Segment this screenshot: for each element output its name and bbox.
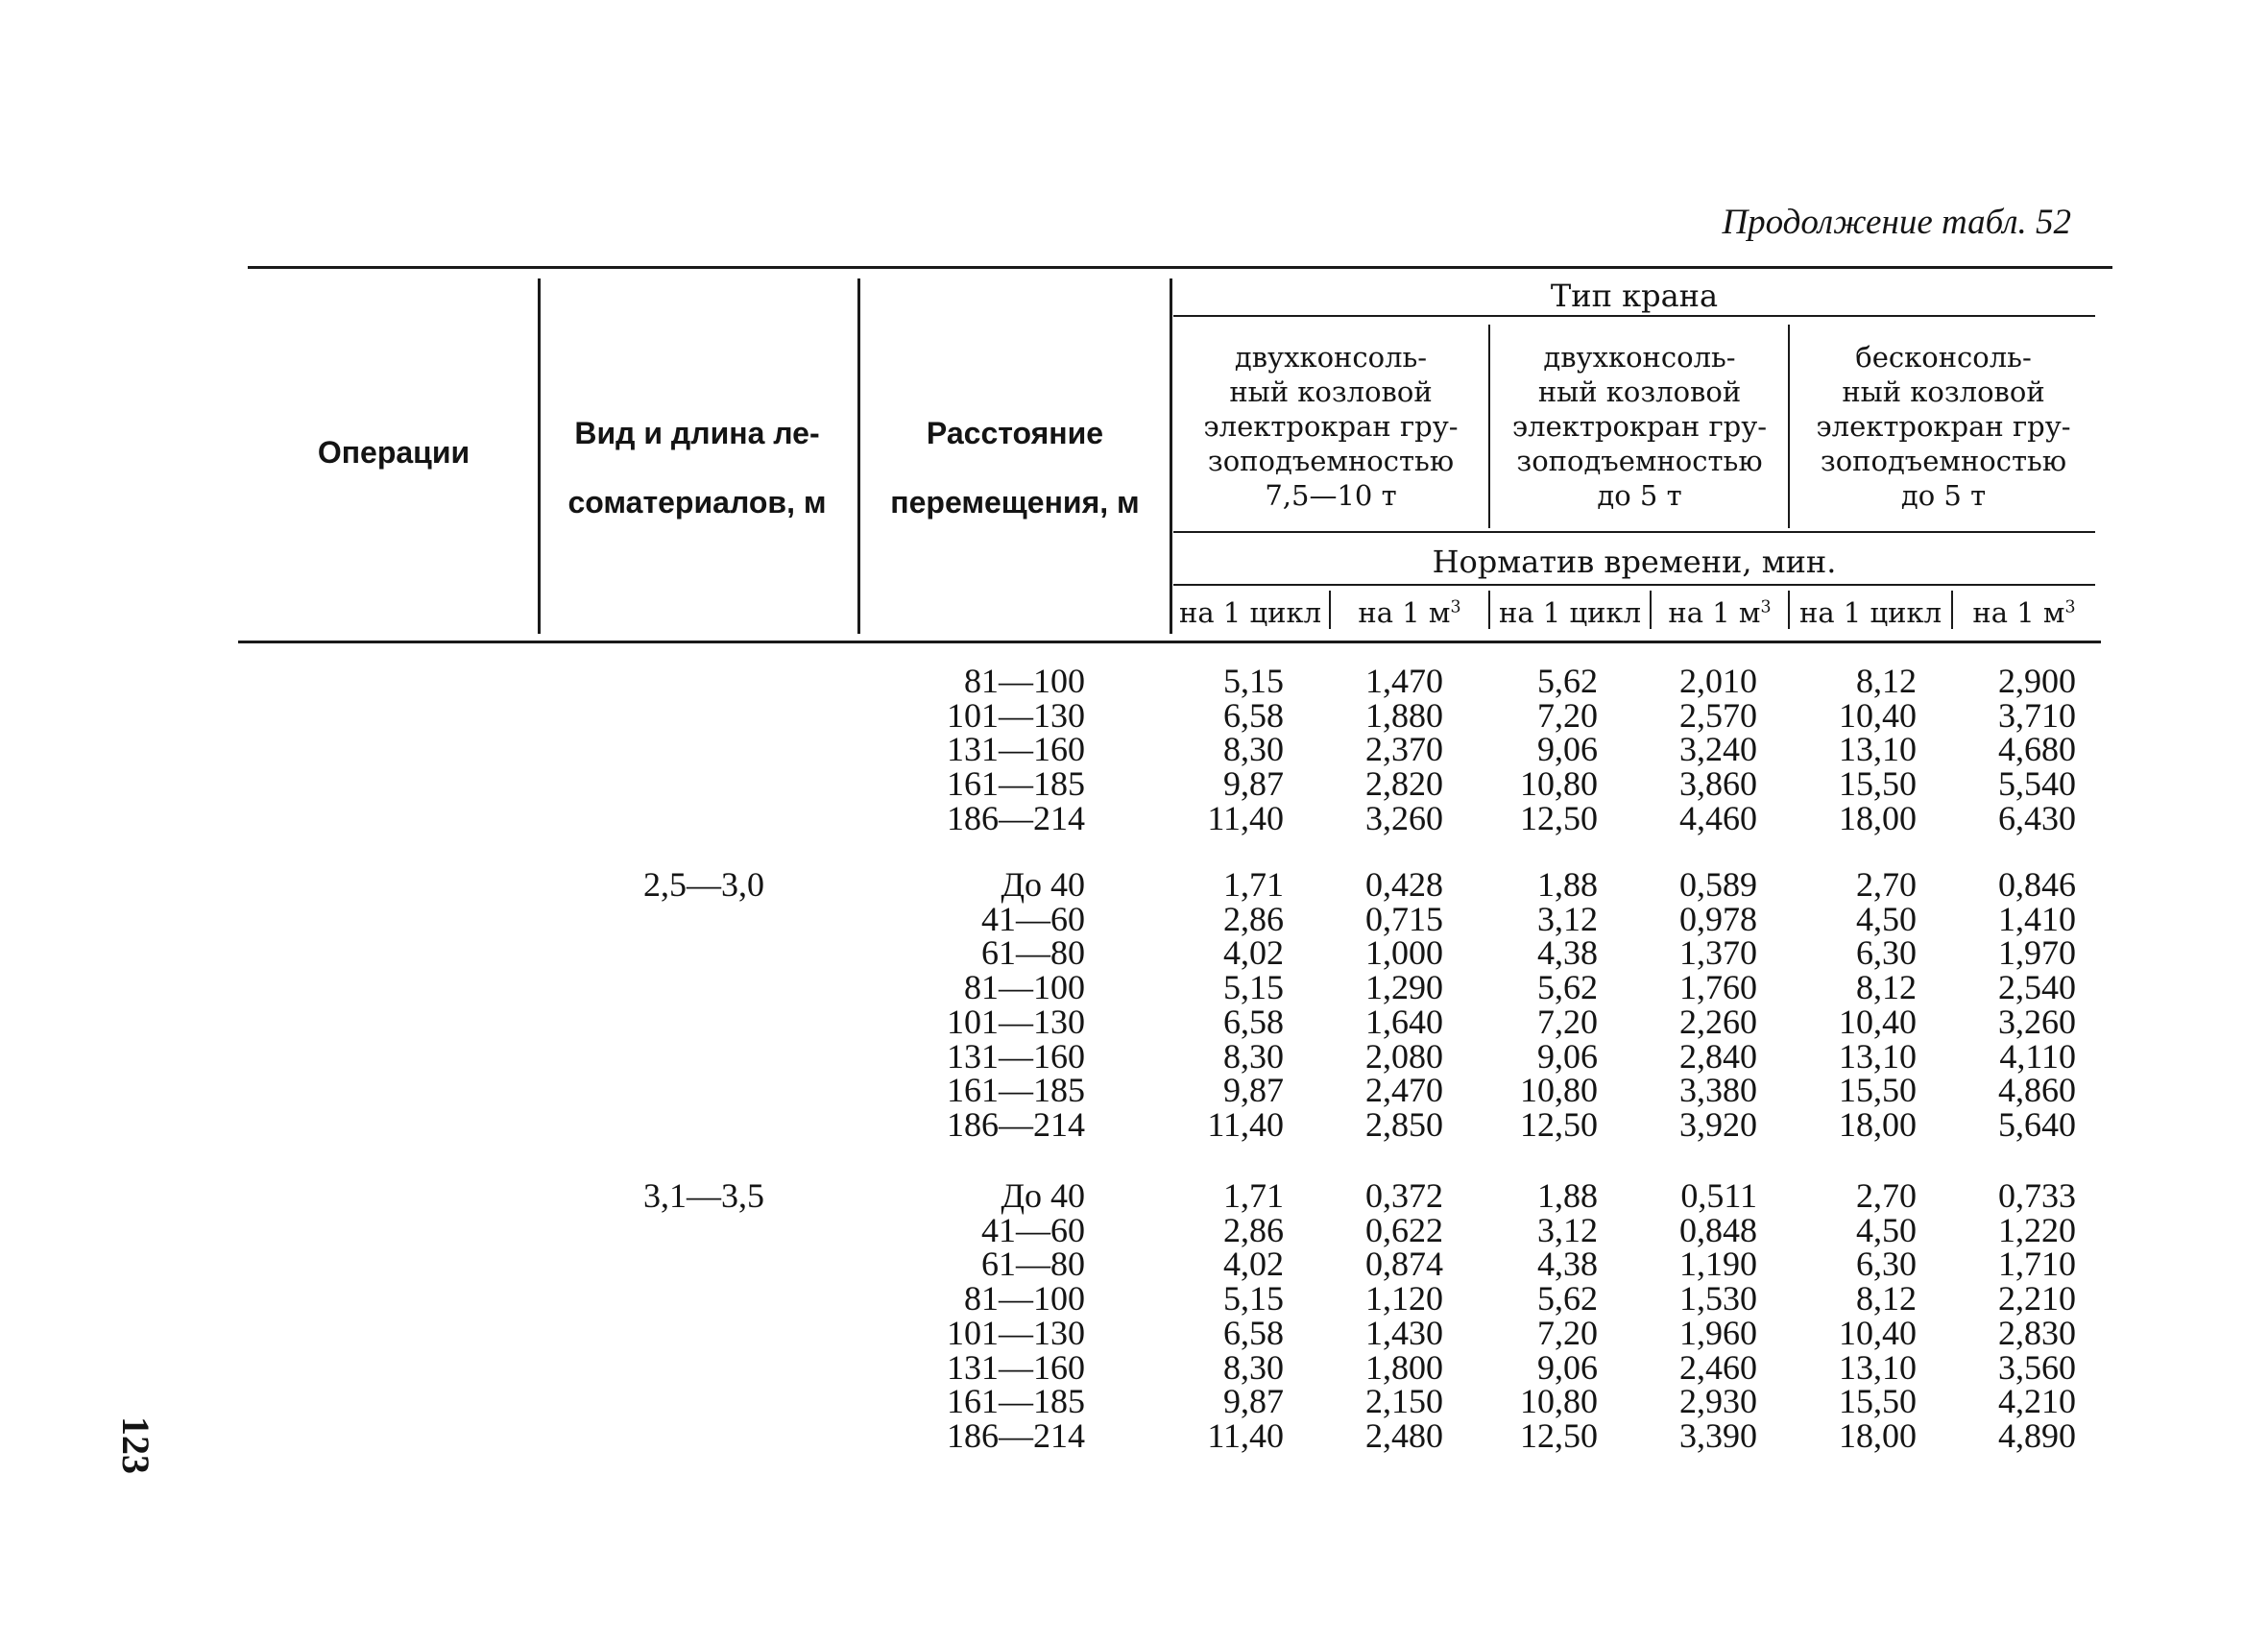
value-cell: 18,00 bbox=[1839, 1104, 1917, 1144]
distance-cell: 131—160 bbox=[947, 1036, 1085, 1076]
header-kind-length-line1: Вид и длина ле- bbox=[574, 416, 820, 450]
value-cell: 2,150 bbox=[1365, 1382, 1443, 1421]
value-cell: 0,733 bbox=[1998, 1176, 2076, 1215]
value-cell: 18,00 bbox=[1839, 1415, 1917, 1455]
value-cell: 3,12 bbox=[1537, 1210, 1598, 1249]
value-cell: 5,540 bbox=[1998, 764, 2076, 804]
value-cell: 3,260 bbox=[1998, 1002, 2076, 1041]
value-cell: 1,530 bbox=[1679, 1279, 1757, 1318]
value-cell: 8,30 bbox=[1223, 1347, 1284, 1387]
distance-cell: 131—160 bbox=[947, 730, 1085, 769]
crane-divider-2 bbox=[1788, 325, 1790, 528]
value-cell: 1,220 bbox=[1998, 1210, 2076, 1249]
distance-cell: 186—214 bbox=[947, 1415, 1085, 1455]
value-cell: 0,874 bbox=[1365, 1245, 1443, 1284]
value-cell: 2,850 bbox=[1365, 1104, 1443, 1144]
value-cell: 3,390 bbox=[1679, 1415, 1757, 1455]
distance-cell: 81—100 bbox=[964, 662, 1085, 700]
crane-3-line: электрокран гру- bbox=[1816, 410, 2071, 443]
value-cell: 1,430 bbox=[1365, 1313, 1443, 1352]
value-cell: 12,50 bbox=[1520, 1104, 1598, 1144]
value-cell: 2,840 bbox=[1679, 1036, 1757, 1076]
value-cell: 9,06 bbox=[1537, 1347, 1598, 1387]
value-cell: 6,30 bbox=[1856, 933, 1917, 973]
crane-3-line: до 5 т bbox=[1900, 479, 1987, 512]
unit-cycle-2: на 1 цикл bbox=[1498, 596, 1642, 629]
distance-cell: 81—100 bbox=[964, 968, 1085, 1007]
value-cell: 1,71 bbox=[1223, 1176, 1284, 1215]
distance-cell: 186—214 bbox=[947, 1104, 1085, 1144]
value-cell: 2,470 bbox=[1365, 1071, 1443, 1110]
value-cell: 0,511 bbox=[1680, 1176, 1757, 1215]
value-cell: 4,50 bbox=[1856, 899, 1917, 938]
value-cell: 1,410 bbox=[1998, 899, 2076, 938]
crane-names-rule bbox=[1173, 531, 2095, 533]
value-cell: 8,12 bbox=[1856, 968, 1917, 1007]
value-cell: 6,30 bbox=[1856, 1245, 1917, 1284]
distance-cell: 41—60 bbox=[981, 899, 1085, 938]
value-cell: 9,87 bbox=[1223, 1382, 1284, 1421]
distance-cell: 186—214 bbox=[947, 798, 1085, 837]
crane-3-line: ный козловой bbox=[1842, 375, 2045, 408]
value-cell: 2,900 bbox=[1998, 662, 2076, 700]
value-cell: 8,12 bbox=[1856, 662, 1917, 700]
crane-3-line: бесконсоль- bbox=[1855, 341, 2032, 374]
value-cell: 1,370 bbox=[1679, 933, 1757, 973]
distance-cell: 161—185 bbox=[947, 1382, 1085, 1421]
value-cell: 3,12 bbox=[1537, 899, 1598, 938]
distance-cell: 101—130 bbox=[947, 695, 1085, 735]
value-cell: 0,372 bbox=[1365, 1176, 1443, 1215]
distance-cell: 41—60 bbox=[981, 1210, 1085, 1249]
value-cell: 5,640 bbox=[1998, 1104, 2076, 1144]
value-cell: 1,800 bbox=[1365, 1347, 1443, 1387]
value-cell: 13,10 bbox=[1839, 730, 1917, 769]
value-cell: 0,622 bbox=[1365, 1210, 1443, 1249]
value-cell: 10,40 bbox=[1839, 1313, 1917, 1352]
value-cell: 3,860 bbox=[1679, 764, 1757, 804]
unit-m3-label: на 1 м bbox=[1972, 596, 2065, 629]
distance-cell: 81—100 bbox=[964, 1279, 1085, 1318]
value-cell: 7,20 bbox=[1537, 1313, 1598, 1352]
crane-1-line: зоподъемностью bbox=[1207, 445, 1455, 477]
unit-m3-sup: 3 bbox=[2064, 597, 2076, 617]
value-cell: 4,890 bbox=[1998, 1415, 2076, 1455]
value-cell: 1,71 bbox=[1223, 865, 1284, 904]
value-cell: 13,10 bbox=[1839, 1036, 1917, 1076]
value-cell: 7,20 bbox=[1537, 695, 1598, 735]
header-operations: Операции bbox=[317, 435, 470, 470]
value-cell: 4,110 bbox=[1999, 1036, 2076, 1076]
crane-divider-1 bbox=[1488, 325, 1490, 528]
unit-m3-2 bbox=[1652, 595, 1788, 630]
unit-m3-sup: 3 bbox=[1450, 597, 1461, 617]
crane-2-line: электрокран гру- bbox=[1511, 410, 1768, 443]
crane-3-line: зоподъемностью bbox=[1820, 445, 2067, 477]
value-cell: 6,430 bbox=[1998, 798, 2076, 837]
value-cell: 2,460 bbox=[1679, 1347, 1757, 1387]
value-cell: 5,62 bbox=[1537, 1279, 1598, 1318]
value-cell: 3,560 bbox=[1998, 1347, 2076, 1387]
value-cell: 18,00 bbox=[1839, 798, 1917, 837]
value-cell: 5,62 bbox=[1537, 662, 1598, 700]
value-cell: 2,260 bbox=[1679, 1002, 1757, 1041]
value-cell: 3,710 bbox=[1998, 695, 2076, 735]
value-cell: 15,50 bbox=[1839, 1071, 1917, 1110]
crane-1-line: ный козловой bbox=[1229, 375, 1433, 408]
header-crane-type: Тип крана bbox=[1550, 278, 1719, 314]
header-norm: Норматив времени, мин. bbox=[1432, 544, 1837, 580]
value-cell: 2,820 bbox=[1365, 764, 1443, 804]
value-cell: 13,10 bbox=[1839, 1347, 1917, 1387]
unit-m3-label: на 1 м bbox=[1358, 596, 1451, 629]
distance-cell: До 40 bbox=[1001, 1176, 1085, 1215]
crane-1-line: 7,5—10 т bbox=[1265, 479, 1397, 512]
value-cell: 12,50 bbox=[1520, 798, 1598, 837]
header-bottom-rule bbox=[238, 641, 2101, 643]
value-cell: 1,960 bbox=[1679, 1313, 1757, 1352]
value-cell: 0,428 bbox=[1365, 865, 1443, 904]
table-caption: Продолжение табл. 52 bbox=[1722, 203, 2071, 242]
unit-cycle-3: на 1 цикл bbox=[1798, 596, 1942, 629]
value-cell: 3,240 bbox=[1679, 730, 1757, 769]
crane-2-line: ный козловой bbox=[1537, 375, 1742, 408]
value-cell: 0,848 bbox=[1679, 1210, 1757, 1249]
value-cell: 8,30 bbox=[1223, 1036, 1284, 1076]
value-cell: 3,260 bbox=[1365, 798, 1443, 837]
value-cell: 1,970 bbox=[1998, 933, 2076, 973]
value-cell: 4,38 bbox=[1537, 1245, 1598, 1284]
value-cell: 2,540 bbox=[1998, 968, 2076, 1007]
page-number: 123 bbox=[114, 1416, 157, 1474]
value-cell: 5,15 bbox=[1223, 968, 1284, 1007]
kind-length-cell: 2,5—3,0 bbox=[643, 865, 764, 904]
header-kind-length bbox=[543, 399, 851, 537]
value-cell: 0,589 bbox=[1679, 865, 1757, 904]
unit-m3-1 bbox=[1331, 595, 1488, 630]
value-cell: 11,40 bbox=[1207, 1104, 1284, 1144]
value-cell: 15,50 bbox=[1839, 1382, 1917, 1421]
value-cell: 9,87 bbox=[1223, 764, 1284, 804]
value-cell: 1,880 bbox=[1365, 695, 1443, 735]
value-cell: 4,860 bbox=[1998, 1071, 2076, 1110]
crane-2-line: зоподъемностью bbox=[1516, 445, 1763, 477]
value-cell: 9,87 bbox=[1223, 1071, 1284, 1110]
table-top-rule bbox=[248, 266, 2112, 269]
header-distance bbox=[862, 399, 1168, 537]
distance-cell: 131—160 bbox=[947, 1347, 1085, 1387]
header-distance-line2: перемещения, м bbox=[890, 485, 1140, 520]
value-cell: 1,640 bbox=[1365, 1002, 1443, 1041]
value-cell: 2,080 bbox=[1365, 1036, 1443, 1076]
value-cell: 12,50 bbox=[1520, 1415, 1598, 1455]
value-cell: 6,58 bbox=[1223, 695, 1284, 735]
value-cell: 4,02 bbox=[1223, 1245, 1284, 1284]
distance-cell: 101—130 bbox=[947, 1313, 1085, 1352]
value-cell: 4,02 bbox=[1223, 933, 1284, 973]
crane-1-line: электрокран гру- bbox=[1203, 410, 1459, 443]
value-cell: 15,50 bbox=[1839, 764, 1917, 804]
value-cell: 1,470 bbox=[1365, 662, 1443, 700]
value-cell: 2,86 bbox=[1223, 899, 1284, 938]
value-cell: 2,010 bbox=[1679, 662, 1757, 700]
value-cell: 10,40 bbox=[1839, 1002, 1917, 1041]
value-cell: 4,210 bbox=[1998, 1382, 2076, 1421]
distance-cell: 101—130 bbox=[947, 1002, 1085, 1041]
value-cell: 4,38 bbox=[1537, 933, 1598, 973]
value-cell: 1,710 bbox=[1998, 1245, 2076, 1284]
value-cell: 1,190 bbox=[1679, 1245, 1757, 1284]
value-cell: 10,40 bbox=[1839, 695, 1917, 735]
value-cell: 4,680 bbox=[1998, 730, 2076, 769]
value-cell: 0,715 bbox=[1365, 899, 1443, 938]
value-cell: 1,760 bbox=[1679, 968, 1757, 1007]
value-cell: 3,920 bbox=[1679, 1104, 1757, 1144]
value-cell: 2,480 bbox=[1365, 1415, 1443, 1455]
distance-cell: 61—80 bbox=[981, 1245, 1085, 1284]
value-cell: 9,06 bbox=[1537, 1036, 1598, 1076]
value-cell: 6,58 bbox=[1223, 1002, 1284, 1041]
crane-type-rule bbox=[1173, 315, 2095, 317]
value-cell: 1,88 bbox=[1537, 1176, 1598, 1215]
value-cell: 11,40 bbox=[1207, 1415, 1284, 1455]
value-cell: 7,20 bbox=[1537, 1002, 1598, 1041]
value-cell: 1,000 bbox=[1365, 933, 1443, 973]
value-cell: 10,80 bbox=[1520, 1071, 1598, 1110]
value-cell: 9,06 bbox=[1537, 730, 1598, 769]
value-cell: 2,830 bbox=[1998, 1313, 2076, 1352]
value-cell: 5,62 bbox=[1537, 968, 1598, 1007]
value-cell: 8,12 bbox=[1856, 1279, 1917, 1318]
value-cell: 0,846 bbox=[1998, 865, 2076, 904]
unit-m3-label: на 1 м bbox=[1668, 596, 1761, 629]
value-cell: 3,380 bbox=[1679, 1071, 1757, 1110]
header-crane-3 bbox=[1792, 340, 2095, 513]
unit-m3-sup: 3 bbox=[1760, 597, 1772, 617]
value-cell: 4,50 bbox=[1856, 1210, 1917, 1249]
col-divider-1 bbox=[538, 278, 541, 634]
value-cell: 0,978 bbox=[1679, 899, 1757, 938]
crane-2-line: двухконсоль- bbox=[1543, 341, 1736, 374]
value-cell: 2,370 bbox=[1365, 730, 1443, 769]
norm-rule bbox=[1173, 584, 2095, 586]
value-cell: 5,15 bbox=[1223, 1279, 1284, 1318]
value-cell: 10,80 bbox=[1520, 1382, 1598, 1421]
col-divider-3 bbox=[1170, 278, 1172, 634]
unit-cycle-1: на 1 цикл bbox=[1178, 596, 1322, 629]
value-cell: 2,70 bbox=[1856, 865, 1917, 904]
kind-length-cell: 3,1—3,5 bbox=[643, 1176, 764, 1215]
value-cell: 6,58 bbox=[1223, 1313, 1284, 1352]
distance-cell: 161—185 bbox=[947, 1071, 1085, 1110]
col-divider-2 bbox=[857, 278, 860, 634]
value-cell: 11,40 bbox=[1207, 798, 1284, 837]
value-cell: 2,210 bbox=[1998, 1279, 2076, 1318]
value-cell: 2,930 bbox=[1679, 1382, 1757, 1421]
header-kind-length-line2: соматериалов, м bbox=[567, 485, 827, 520]
unit-m3-3 bbox=[1953, 595, 2095, 630]
header-crane-2 bbox=[1493, 340, 1786, 513]
crane-2-line: до 5 т bbox=[1597, 479, 1682, 512]
value-cell: 2,570 bbox=[1679, 695, 1757, 735]
distance-cell: 61—80 bbox=[981, 933, 1085, 973]
crane-1-line: двухконсоль- bbox=[1234, 341, 1428, 374]
distance-cell: До 40 bbox=[1001, 865, 1085, 904]
value-cell: 2,70 bbox=[1856, 1176, 1917, 1215]
value-cell: 10,80 bbox=[1520, 764, 1598, 804]
header-crane-1 bbox=[1176, 340, 1485, 513]
value-cell: 4,460 bbox=[1679, 798, 1757, 837]
distance-cell: 161—185 bbox=[947, 764, 1085, 804]
value-cell: 5,15 bbox=[1223, 662, 1284, 700]
value-cell: 1,290 bbox=[1365, 968, 1443, 1007]
value-cell: 8,30 bbox=[1223, 730, 1284, 769]
value-cell: 1,88 bbox=[1537, 865, 1598, 904]
value-cell: 2,86 bbox=[1223, 1210, 1284, 1249]
value-cell: 1,120 bbox=[1365, 1279, 1443, 1318]
header-distance-line1: Расстояние bbox=[926, 416, 1104, 450]
